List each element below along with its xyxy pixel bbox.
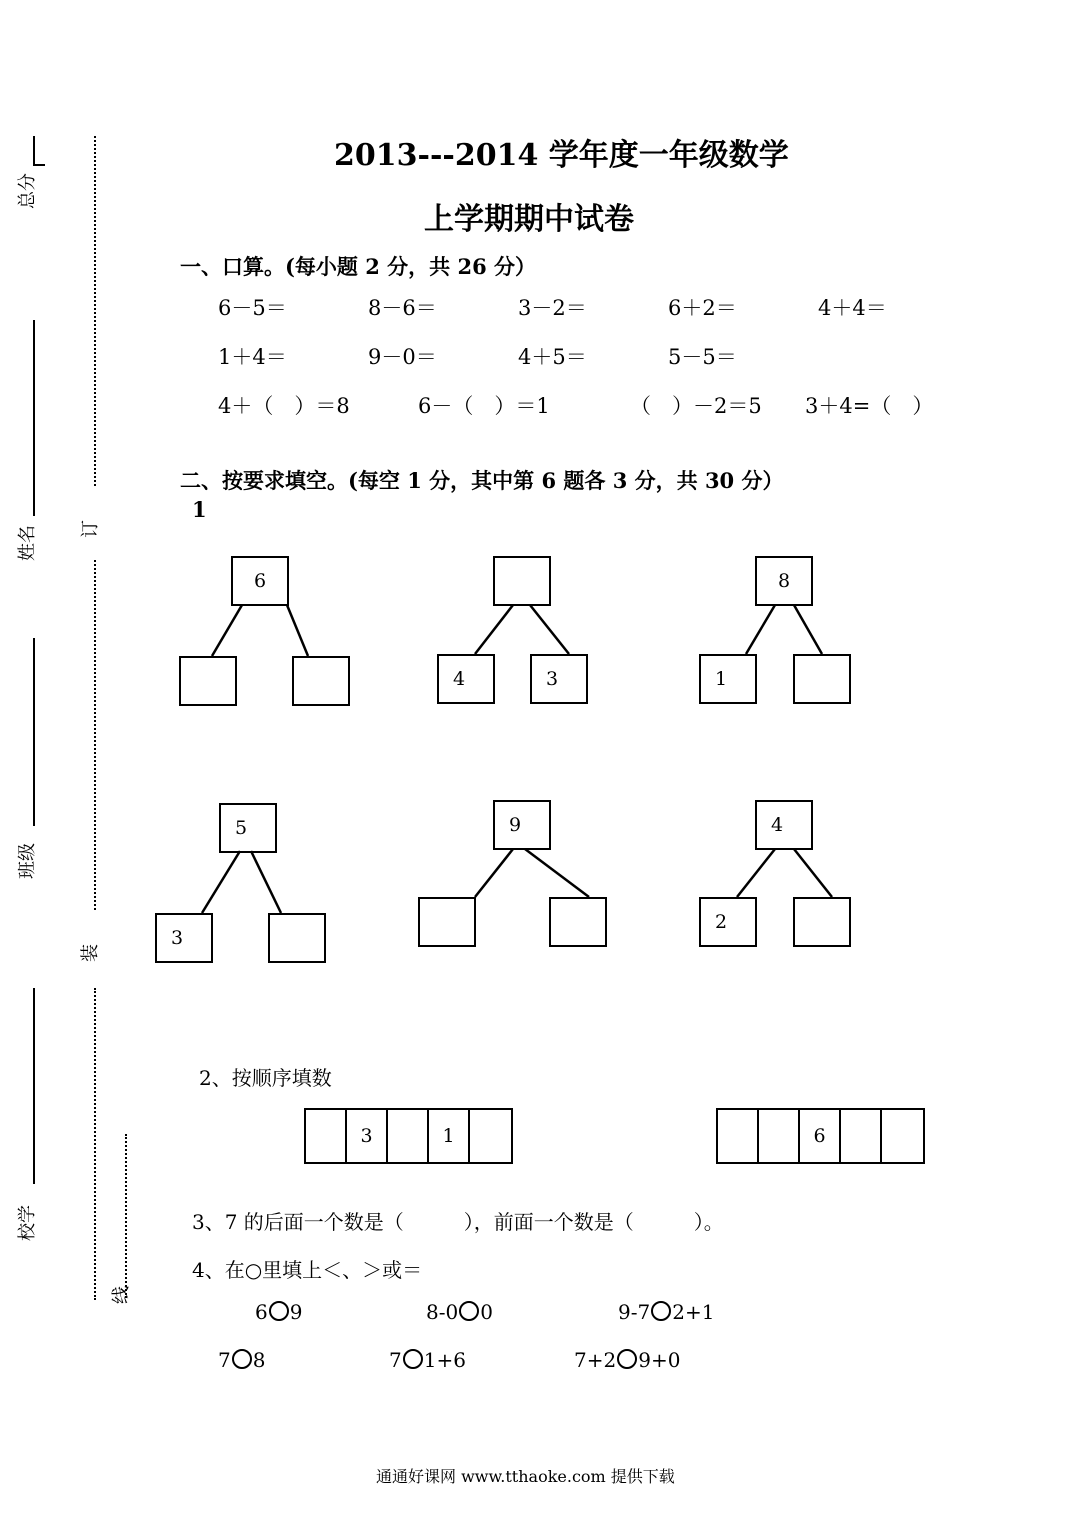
class-label: 班级 [17,843,38,879]
compare-left: 7 [389,1348,402,1372]
comparison-item [389,1348,466,1372]
compare-right: 9 [289,1300,303,1324]
section1-heading: 一、口算。(每小题 2 分，共 26 分） [180,254,537,279]
compare-left: 9-7 [618,1300,651,1324]
problem: 4＋5＝ [518,345,587,369]
tree-right-box[interactable] [292,656,350,706]
section2-heading: 二、按要求填空。(每空 1 分，其中第 6 题各 3 分，共 30 分） [180,468,784,493]
problem: 3＋4=（ ） [805,394,934,418]
name-label: 姓名 [17,525,38,561]
compare-left: 7 [218,1348,231,1372]
question-4-label: 4、在○里填上＜、＞或＝ [192,1258,423,1282]
sequence-cell[interactable] [470,1110,511,1162]
sequence-strip-1 [304,1108,513,1164]
question-3-text: 3、7 的后面一个数是（ ），前面一个数是（ ）。 [192,1210,724,1234]
compare-right: 9+0 [638,1348,681,1372]
compare-right: 8 [252,1348,266,1372]
comparison-item [574,1348,680,1372]
binding-ding: 订 [80,520,101,538]
tree-left-box[interactable]: 3 [155,913,213,963]
problem: 5－5＝ [668,345,737,369]
sequence-cell[interactable] [306,1110,347,1162]
title-line-2: 上学期期中试卷 [424,202,634,237]
problem: 6－5＝ [218,296,287,320]
school-label: 校学 [17,1205,38,1241]
title-line-1: 2013---2014 学年度一年级数学 [334,138,789,173]
tree-top-box[interactable]: 9 [493,800,551,850]
compare-right: 2+1 [672,1300,715,1324]
tree-left-box[interactable]: 2 [699,897,757,947]
comparison-item [426,1300,493,1324]
sequence-cell[interactable]: 6 [800,1110,841,1162]
compare-circle-icon[interactable] [232,1349,252,1369]
tree-right-box[interactable] [549,897,607,947]
compare-right: 1+6 [423,1348,466,1372]
compare-circle-icon[interactable] [617,1349,637,1369]
total-score-label: 总分 [17,173,38,209]
sequence-cell[interactable] [388,1110,429,1162]
problem: 6－（ ）＝1 [418,394,550,418]
problem: 8－6＝ [368,296,437,320]
compare-circle-icon[interactable] [459,1301,479,1321]
tree-left-box[interactable]: 4 [437,654,495,704]
tree-right-box[interactable] [793,654,851,704]
tree-top-box[interactable]: 6 [231,556,289,606]
comparison-item [255,1300,302,1324]
tree-left-box[interactable]: 1 [699,654,757,704]
compare-circle-icon[interactable] [651,1301,671,1321]
binding-xian: 线 [111,1286,132,1304]
sequence-cell[interactable] [882,1110,923,1162]
question-1-label: 1 [192,497,207,522]
tree-top-box[interactable]: 5 [219,803,277,853]
tree-right-box[interactable]: 3 [530,654,588,704]
sequence-strip-2 [716,1108,925,1164]
question-2-label: 2、按顺序填数 [199,1066,332,1090]
tree-right-box[interactable] [268,913,326,963]
sequence-cell[interactable] [718,1110,759,1162]
tree-top-box[interactable] [493,556,551,606]
compare-left: 8-0 [426,1300,459,1324]
compare-circle-icon[interactable] [269,1301,289,1321]
tree-top-box[interactable]: 8 [755,556,813,606]
compare-left: 7+2 [574,1348,617,1372]
problem: 1＋4＝ [218,345,287,369]
binding-zhuang: 装 [80,944,101,962]
tree-left-box[interactable] [179,656,237,706]
problem: 3－2＝ [518,296,587,320]
compare-circle-icon[interactable] [403,1349,423,1369]
tree-top-box[interactable]: 4 [755,800,813,850]
sequence-cell[interactable]: 3 [347,1110,388,1162]
comparison-item [218,1348,265,1372]
problem: 4＋（ ）＝8 [218,394,350,418]
sequence-cell[interactable] [841,1110,882,1162]
compare-right: 0 [480,1300,493,1324]
problem: （ ）－2＝5 [630,394,762,418]
sequence-cell[interactable] [759,1110,800,1162]
tree-left-box[interactable] [418,897,476,947]
footer-credit: 通通好课网 www.tthaoke.com 提供下载 [376,1467,675,1486]
comparison-item [618,1300,714,1324]
compare-left: 6 [255,1300,268,1324]
problem: 4＋4＝ [818,296,887,320]
problem: 9－0＝ [368,345,437,369]
tree-right-box[interactable] [793,897,851,947]
problem: 6＋2＝ [668,296,737,320]
sequence-cell[interactable]: 1 [429,1110,470,1162]
